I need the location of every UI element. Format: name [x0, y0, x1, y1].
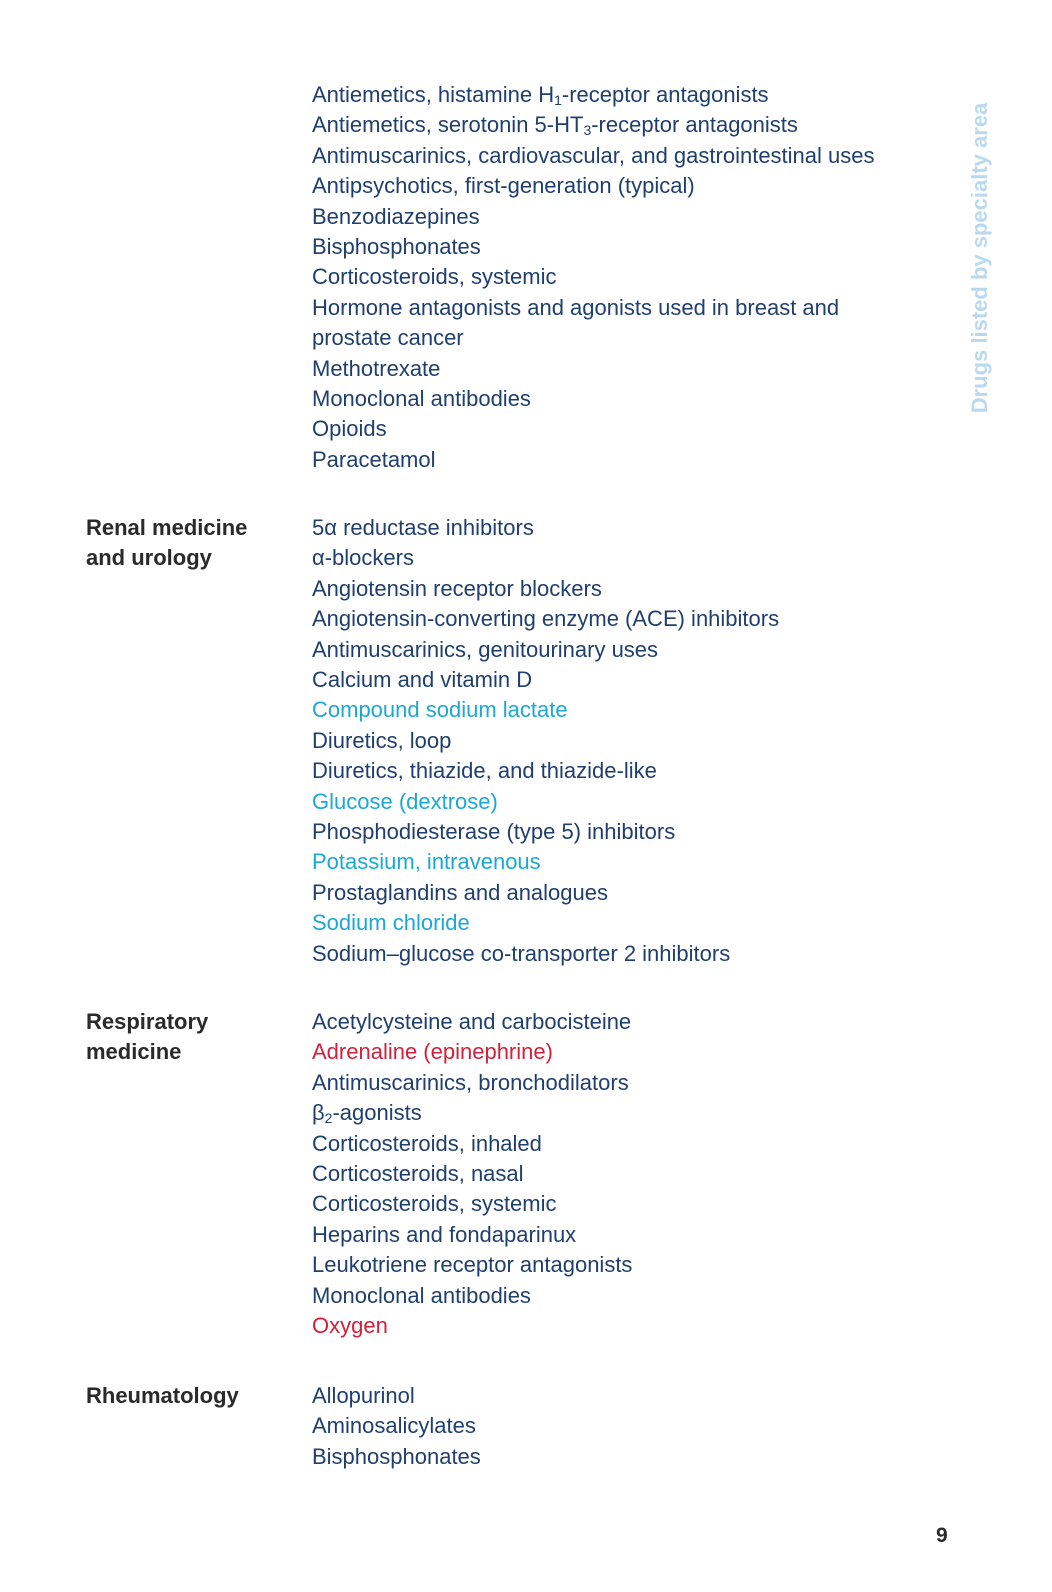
drug-list-item [312, 384, 952, 414]
drug-list-item [312, 604, 952, 634]
drug-list-item [312, 847, 952, 877]
drug-name-text: Sodium–glucose co-transporter 2 inhibitors [312, 940, 731, 966]
drug-list-item [312, 1037, 952, 1067]
drug-name-text: Leukotriene receptor antagonists [312, 1252, 633, 1278]
drug-list [312, 1007, 952, 1341]
drug-name-subscript: 3 [583, 122, 592, 139]
drug-list-item [312, 908, 952, 938]
section-heading-line: Respiratory [86, 1009, 209, 1034]
drug-name-text: 5α reductase inhibitors [312, 515, 534, 540]
drug-name-text: Bisphosphonates [312, 1443, 481, 1469]
drug-name-text: Allopurinol [312, 1383, 415, 1408]
drug-name-text: Potassium, intravenous [312, 849, 541, 875]
drug-list-item [312, 543, 952, 573]
side-tab-label [968, 88, 992, 428]
section-heading-line: Renal medicine [86, 515, 248, 540]
drug-list-item [312, 414, 952, 444]
page-number: 9 [936, 1524, 948, 1547]
drug-list-item [312, 1189, 952, 1219]
drug-list-item [312, 1007, 952, 1037]
drug-name-text: β [312, 1100, 325, 1126]
drug-list-item [312, 1098, 952, 1128]
section-heading [86, 513, 286, 573]
drug-name-text: Oxygen [312, 1313, 388, 1339]
drug-name-text: Antipsychotics, first-generation (typical) [312, 173, 695, 199]
drug-name-text: Methotrexate [312, 355, 441, 381]
drug-name-text: Corticosteroids, systemic [312, 1191, 557, 1217]
section-heading-line: medicine [86, 1039, 182, 1064]
drug-list-item [312, 817, 952, 847]
drug-name-text: Aminosalicylates [312, 1413, 476, 1439]
drug-list-item [312, 665, 952, 695]
drug-list-item [312, 1442, 952, 1472]
section-heading [86, 1007, 286, 1067]
drug-list-item [312, 695, 952, 725]
drug-list-item [312, 726, 952, 756]
drug-name-text: -receptor antagonists [561, 82, 769, 107]
drug-name-text: Antimuscarinics, genitourinary uses [312, 636, 659, 662]
drug-list-item [312, 1159, 952, 1189]
drug-list-item [312, 513, 952, 543]
drug-list-item [312, 787, 952, 817]
drug-list-item [312, 1250, 952, 1280]
drug-name-text: Monoclonal antibodies [312, 1282, 531, 1308]
drug-list-item [312, 1311, 952, 1341]
drug-name-subscript: 2 [324, 1110, 333, 1127]
section-heading-line: Rheumatology [86, 1383, 239, 1408]
drug-name-text: Diuretics, thiazide, and thiazide-like [312, 758, 657, 784]
drug-name-text: Corticosteroids, systemic [312, 264, 557, 290]
drug-list-item [312, 1068, 952, 1098]
drug-list-item [312, 293, 902, 354]
drug-name-text: Acetylcysteine and carbocisteine [312, 1009, 632, 1034]
drug-name-text: Antiemetics, serotonin 5-HT [312, 112, 584, 138]
drug-name-text: Prostaglandins and analogues [312, 879, 609, 905]
drug-name-text: -agonists [332, 1100, 422, 1126]
drug-list-item [312, 1411, 952, 1441]
drug-name-text: Antimuscarinics, cardiovascular, and gastrointestinal uses [312, 142, 875, 168]
drug-list-item [312, 1129, 952, 1159]
drug-name-text: Opioids [312, 416, 387, 442]
drug-list-item [312, 939, 952, 969]
drug-list-item [312, 1281, 952, 1311]
drug-list-item [312, 1381, 952, 1411]
drug-list-item [312, 110, 952, 140]
drug-list-item [312, 141, 952, 171]
drug-list-item [312, 574, 952, 604]
drug-name-text: Sodium chloride [312, 910, 470, 936]
drug-list-item [312, 171, 952, 201]
drug-name-text: Paracetamol [312, 446, 436, 472]
drug-list-item [312, 756, 952, 786]
drug-name-text: Hormone antagonists and agonists used in breast and prostate cancer [312, 294, 840, 351]
section-heading-line: and urology [86, 545, 212, 570]
drug-list-item [312, 202, 952, 232]
drug-list-item [312, 262, 952, 292]
drug-name-text: Monoclonal antibodies [312, 386, 531, 412]
drug-name-text: Diuretics, loop [312, 727, 452, 753]
drug-list-item [312, 1220, 952, 1250]
drug-name-text: Calcium and vitamin D [312, 667, 533, 693]
drug-name-text: -receptor antagonists [591, 112, 798, 138]
drug-list-item [312, 445, 952, 475]
drug-list-item [312, 878, 952, 908]
drug-list-item [312, 80, 952, 110]
drug-name-text: Corticosteroids, inhaled [312, 1130, 542, 1156]
drug-name-text: Antimuscarinics, bronchodilators [312, 1069, 629, 1095]
drug-name-text: Benzodiazepines [312, 203, 480, 229]
drug-list [312, 80, 952, 475]
drug-name-text: Compound sodium lactate [312, 697, 568, 723]
drug-list-item [312, 635, 952, 665]
drug-name-text: Bisphosphonates [312, 234, 481, 260]
drug-list-item [312, 232, 952, 262]
section-heading [86, 1381, 286, 1411]
drug-name-text: Corticosteroids, nasal [312, 1161, 524, 1187]
drug-name-text: Angiotensin receptor blockers [312, 575, 602, 601]
drug-list [312, 513, 952, 969]
side-tab-label-text: Drugs listed by specialty area [967, 102, 992, 414]
drug-name-text: α-blockers [312, 545, 414, 571]
drug-list-item [312, 354, 952, 384]
drug-list [312, 1381, 952, 1472]
drug-name-text: Antiemetics, histamine H [312, 82, 555, 107]
drug-name-text: Phosphodiesterase (type 5) inhibitors [312, 819, 676, 845]
drug-name-text: Angiotensin-converting enzyme (ACE) inhibitors [312, 606, 780, 632]
drug-name-text: Heparins and fondaparinux [312, 1221, 577, 1247]
drug-name-text: Adrenaline (epinephrine) [312, 1039, 553, 1065]
drug-name-subscript: 1 [554, 92, 562, 108]
drug-name-text: Glucose (dextrose) [312, 788, 498, 814]
